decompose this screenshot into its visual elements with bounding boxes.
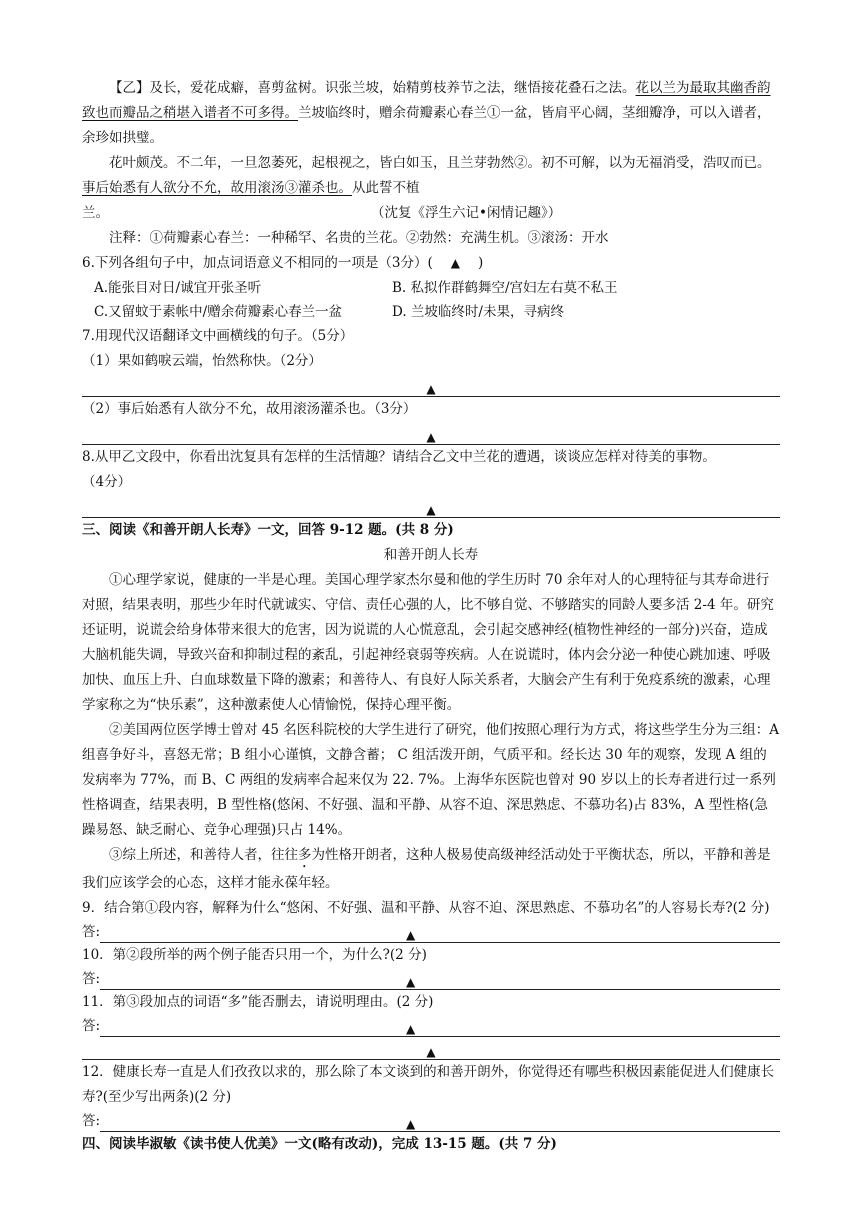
q7-sub-1: （1）果如鹤唳云端，怡然称快。（2分） bbox=[82, 353, 322, 369]
q10-stem: 10．第②段所举的两个例子能否只用一个，为什么?(2 分) bbox=[82, 947, 427, 963]
text: 从此誓不植 bbox=[352, 180, 420, 196]
text: 兰。 bbox=[82, 205, 109, 221]
answer-marker: ▲ bbox=[426, 430, 436, 444]
section-4-heading: 四、阅读毕淑敏《读书使人优美》一文(略有改动)，完成 13-15 题。(共 7 分) bbox=[82, 1136, 557, 1152]
dotted-word: 多 bbox=[298, 847, 312, 863]
answer-label: 答: bbox=[82, 1113, 101, 1129]
underlined-text: 花以兰为最 bbox=[635, 80, 703, 96]
text: ) bbox=[477, 255, 484, 271]
underlined-sentence: 事后始悉有人欲分不允，故用滚汤③灌杀也。 bbox=[82, 180, 352, 196]
q6-stem bbox=[82, 251, 780, 276]
article-title: 和善开朗人长寿 bbox=[383, 547, 479, 563]
text: 浩叹而已。 bbox=[703, 155, 771, 171]
answer-marker: ▲ bbox=[426, 503, 436, 517]
q9-stem: 9．结合第①段内容，解释为什么“悠闲、不好强、温和平静、从容不迫、深思熟虑、不慕功名”的人容易长寿?(2 分) bbox=[82, 900, 770, 916]
yi-source-row bbox=[82, 201, 780, 226]
text: ③综上所述，和善待人者，往往 bbox=[109, 847, 298, 863]
q6-options-row-2 bbox=[82, 300, 780, 324]
answer-line[interactable] bbox=[82, 374, 780, 397]
answer-marker: ▲ bbox=[406, 1022, 416, 1036]
option-b: B. 私拟作群鹤舞空/宫妇左右莫不私王 bbox=[392, 280, 618, 296]
answer-marker: ▲ bbox=[426, 382, 436, 396]
answer-marker: ▲ bbox=[426, 1045, 436, 1059]
q6-options-row-1 bbox=[82, 276, 780, 300]
text: 兰坡临终时，赠余荷瓣素心春兰①一盆，皆肩平心阔，茎 bbox=[298, 105, 636, 121]
answer-marker: ▲ bbox=[450, 256, 460, 270]
q12-answer-row bbox=[82, 1110, 780, 1132]
answer-marker: ▲ bbox=[406, 1117, 416, 1131]
answer-label: 答: bbox=[82, 1018, 101, 1034]
text: 【乙】及长，爱花成癖，喜剪盆树。识张兰坡，始精剪枝养节之法，继悟接花叠石之法。 bbox=[109, 80, 636, 96]
answer-marker: ▲ bbox=[406, 928, 416, 942]
yi-paragraph-1 bbox=[82, 76, 780, 151]
article-paragraph-2: ②美国两位医学博士曾对 45 名医科院校的大学生进行了研究，他们按照心理行为方式，将这些学生分为三组：A 组喜争好斗，喜怒无常；B 组小心谨慎，文静含蓄； C 组活泼开朗，气质平和。经长达 30 年的观察，发现 A 组的发病率为 77%，而 B、C 两组的发病率合起来仅为 22. 7%。上海华东医院也曾对 90 岁以上的长寿者进行过一系列性格调查，结果表明，B 型性格(悠闲、不好强、温和平静、从容不迫、深思熟虑、不慕功名)占 83%，A 型性格(急躁易怒、缺乏耐心、竞争心理强)只占 14%。 bbox=[82, 722, 780, 838]
answer-line[interactable] bbox=[82, 422, 780, 445]
q9-answer-row bbox=[82, 921, 780, 943]
answer-line[interactable] bbox=[100, 1111, 780, 1132]
option-d: D. 兰坡临终时/未果，寻病终 bbox=[392, 304, 564, 320]
exam-page bbox=[82, 76, 780, 1157]
text: 6.下列各组句子中，加点词语意义不相同的一项是（3分）( bbox=[82, 255, 433, 271]
answer-marker: ▲ bbox=[406, 975, 416, 989]
underlined-text: 取其幽香韵致也而瓣品之稍堪入谱者不可多得。 bbox=[82, 80, 771, 121]
option-c: C.又留蚊于素帐中/赠余荷瓣素心春兰一盆 bbox=[94, 304, 343, 320]
answer-label: 答: bbox=[82, 924, 101, 940]
option-a: A.能张目对日/诚宜开张圣听 bbox=[94, 280, 262, 296]
answer-line[interactable] bbox=[82, 1037, 780, 1060]
q7-stem: 7.用现代汉语翻译文中画横线的句子。（5分） bbox=[82, 328, 354, 344]
text: 细瓣净，可以入谱者，余珍如拱璧。 bbox=[82, 105, 771, 146]
q12-stem: 12．健康长寿一直是人们孜孜以求的，那么除了本文谈到的和善开朗外，你觉得还有哪些积极因素能促进人们健康长寿?(至少写出两条)(2 分) bbox=[82, 1064, 775, 1105]
answer-label: 答: bbox=[82, 971, 101, 987]
section-3-heading: 三、阅读《和善开朗人长寿》一文，回答 9-12 题。(共 8 分) bbox=[82, 522, 454, 538]
q11-stem: 11．第③段加点的词语“多”能否删去，请说明理由。(2 分) bbox=[82, 994, 434, 1010]
text: 为性格开朗者，这种人极易使高级神经活动处于平衡状态，所以，平静和善是我们应该学会的心态，这样才能永葆年轻。 bbox=[82, 847, 771, 891]
q11-answer-row bbox=[82, 1015, 780, 1037]
q8-stem-line-2: （4分） bbox=[82, 474, 132, 490]
article-paragraph-3 bbox=[82, 843, 780, 896]
answer-line[interactable] bbox=[82, 495, 780, 518]
yi-notes: 注释：①荷瓣素心春兰：一种稀罕、名贵的兰花。②勃然：充满生机。③滚汤：开水 bbox=[109, 230, 609, 246]
yi-paragraph-2 bbox=[82, 151, 780, 201]
answer-line[interactable] bbox=[100, 922, 780, 943]
answer-line[interactable] bbox=[100, 1016, 780, 1037]
answer-line[interactable] bbox=[100, 969, 780, 990]
text: 花叶颇茂。不二年，一旦忽萎死，起根视之，皆白如玉，且兰芽勃然②。初不可解，以为无福消受， bbox=[109, 155, 703, 171]
article-paragraph-1: ①心理学家说，健康的一半是心理。美国心理学家杰尔曼和他的学生历时 70 余年对人的心理特征与其寿命进行对照，结果表明，那些少年时代就诚实、守信、责任心强的人，比不够自觉、不够踏实的同龄人要多活 2-4 年。研究还证明，说谎会给身体带来很大的危害，因为说谎的人心慌意乱，会引起交感神经(植物性神经的一部分)兴奋，造成大脑机能失调，导致兴奋和抑制过程的紊乱，引起神经衰弱等疾病。人在说谎时，体内会分泌一种使心跳加速、呼吸加快、血压上升、白血球数量下降的激素；和善待人、有良好人际关系者，大脑会产生有利于免疫系统的激素，心理学家称之为“快乐素”，这种激素使人心情愉悦，保持心理平衡。 bbox=[82, 572, 774, 713]
q10-answer-row bbox=[82, 968, 780, 990]
source-citation: （沈复《浮生六记•闲情记趣》） bbox=[371, 205, 562, 221]
q7-sub-2: （2）事后始悉有人欲分不允，故用滚汤灌杀也。（3分） bbox=[82, 401, 417, 417]
q8-stem-line-1: 8.从甲乙文段中，你看出沈复具有怎样的生活情趣？请结合乙文中兰花的遭遇，谈谈应怎样对待美的事物。 bbox=[82, 449, 716, 465]
